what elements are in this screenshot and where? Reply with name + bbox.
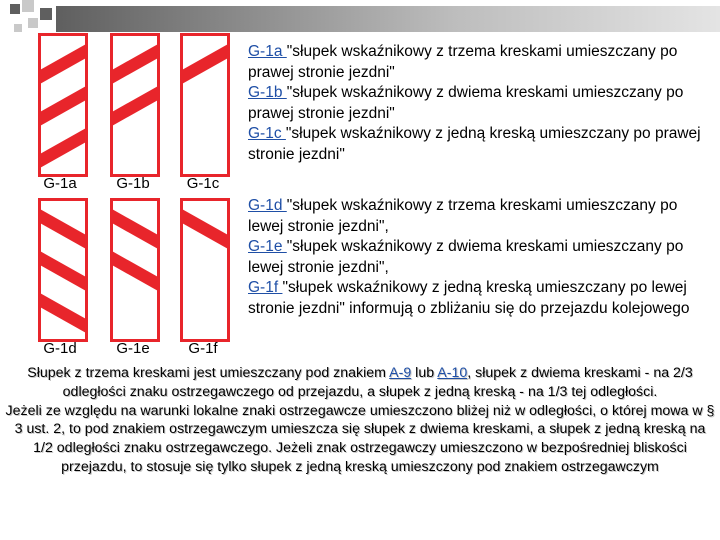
rule-paragraph-1 — [4, 364, 716, 402]
sign-g1d — [38, 198, 88, 342]
deco-square — [22, 0, 34, 12]
sign-code: G-1a — [248, 43, 287, 60]
deco-square — [14, 24, 22, 32]
rule-text: , słupek z dwiema kreskami - na 2/3 odległości znaku ostrzegawczego od przejazdu, a słupek z jedną kreską - na 1/3 tej odległości. — [62, 365, 693, 400]
desc-text: "słupek wskaźnikowy z dwiema kreskami umieszczany po lewej stronie jezdni", — [248, 238, 684, 276]
sign-label: G-1f — [188, 340, 218, 357]
link-a9[interactable]: A-9 — [389, 365, 412, 381]
deco-square — [40, 8, 52, 20]
deco-square — [28, 18, 38, 28]
desc-text: "słupek wskaźnikowy z jedną kreską umieszczany po prawej stronie jezdni" — [248, 125, 701, 163]
sign-label: G-1e — [116, 340, 150, 357]
desc-item — [248, 278, 708, 319]
desc-text: "słupek wskaźnikowy z trzema kreskami umieszczany po prawej stronie jezdni" — [248, 43, 678, 81]
sign-code: G-1b — [248, 84, 287, 102]
desc-item — [248, 196, 708, 237]
rule-text: Słupek z trzema kreskami jest umieszczany pod znakiem — [27, 365, 390, 381]
desc-item — [248, 42, 708, 83]
sign-g1c — [180, 33, 230, 177]
desc-item — [248, 237, 708, 278]
description-right-side — [248, 42, 708, 166]
sign-g1b — [110, 33, 160, 177]
desc-text: "słupek wskaźnikowy z jedną kreską umieszczany po lewej stronie jezdni" informują o zbliżaniu się do przejazdu kolejowego — [248, 279, 690, 317]
sign-label: G-1a — [43, 175, 77, 192]
rule-paragraph-2: Jeżeli ze względu na warunki lokalne znaki ostrzegawcze umieszczono bliżej niż w odległości, o której mowa w § 3 ust. 2, to pod znakiem ostrzegawczym umieszcza się słupek z dwiema kreskami, a słupek z jedną kreską na 1/2 odległości znaku ostrzegawczego. Jeżeli znak ostrzegawczy umieszczono w bezpośredniej bliskości przejazdu, to stosuje się tylko słupek z jedną kreską umieszczony pod znakiem ostrzegawczym — [5, 402, 715, 475]
link-a10[interactable]: A-10 — [437, 365, 468, 381]
sign-code: G-1f — [248, 279, 283, 297]
sign-label: G-1c — [186, 175, 220, 192]
sign-g1a — [38, 33, 88, 177]
placement-rules — [4, 364, 716, 477]
sign-label: G-1d — [43, 340, 77, 357]
sign-g1e — [110, 198, 160, 342]
desc-item — [248, 83, 708, 124]
rule-text: lub — [411, 365, 438, 381]
desc-item — [248, 124, 708, 165]
description-left-side — [248, 196, 708, 320]
desc-text: "słupek wskaźnikowy z trzema kreskami umieszczany po lewej stronie jezdni", — [248, 197, 678, 235]
sign-code: G-1e — [248, 238, 287, 256]
deco-square — [10, 4, 20, 14]
sign-g1f — [180, 198, 230, 342]
sign-label: G-1b — [116, 175, 150, 192]
sign-code: G-1c — [248, 125, 286, 143]
header-banner — [56, 6, 720, 32]
sign-code: G-1d — [248, 197, 287, 214]
desc-text: "słupek wskaźnikowy z dwiema kreskami umieszczany po prawej stronie jezdni" — [248, 84, 684, 122]
